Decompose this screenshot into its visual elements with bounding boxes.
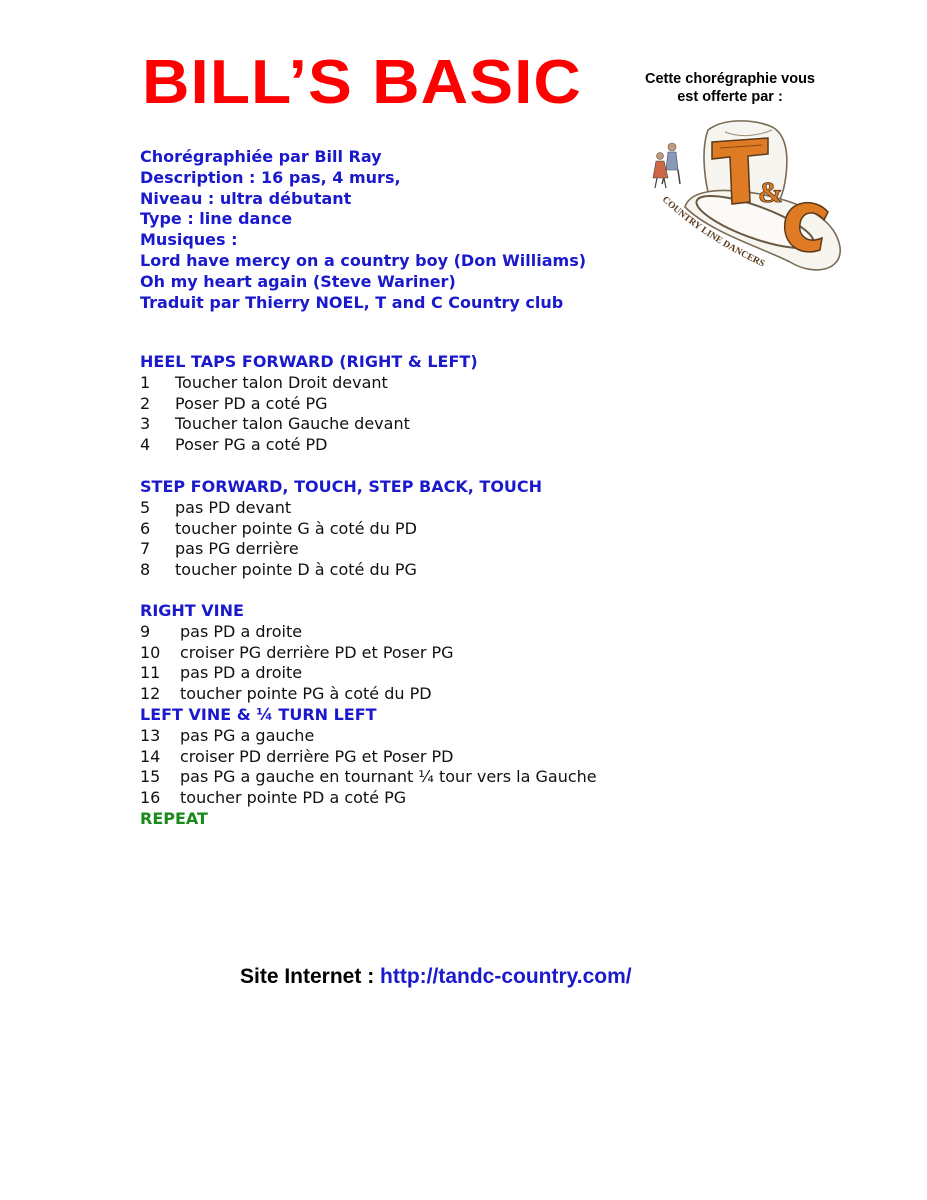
offer-line-1: Cette chorégraphie vous [644,71,815,87]
step-row [140,519,542,540]
website-line [240,965,632,989]
website-label: Site Internet : [240,965,381,988]
repeat-label: REPEAT [140,808,208,828]
section-title: HEEL TAPS FORWARD (RIGHT & LEFT) [140,352,478,371]
section-title: LEFT VINE & ¼ TURN LEFT [140,705,377,724]
logo-ribbon-text: COUNTRY LINE DANCERS [659,194,766,270]
offer-line-2: est offerte par : [677,89,783,105]
step-text: pas PG a gauche en tournant ¼ tour vers la Gauche [180,767,597,787]
step-number: 6 [140,518,151,538]
section-heel-taps [140,352,478,456]
step-row [140,663,454,684]
step-number: 12 [140,684,161,704]
step-text: Poser PD a coté PG [175,393,328,413]
step-text: toucher pointe D à coté du PG [175,560,417,580]
step-text: Poser PG a coté PD [175,435,328,455]
step-row [140,726,597,747]
step-number: 1 [140,372,151,392]
section-right-vine [140,601,454,705]
step-number: 11 [140,663,161,683]
step-row [140,539,542,560]
step-number: 3 [140,414,151,434]
step-text: toucher pointe PD a coté PG [180,788,407,808]
step-text: croiser PG derrière PD et Poser PG [180,642,454,662]
step-number: 5 [140,497,151,517]
step-number: 13 [140,725,161,745]
website-link[interactable]: http://tandc-country.com/ [380,965,632,988]
step-row [140,684,454,705]
step-text: pas PG derrière [175,539,299,559]
dance-info [140,147,586,313]
step-row [140,373,478,394]
step-row [140,498,542,519]
step-text: Toucher talon Gauche devant [175,414,410,434]
step-text: pas PD a droite [180,663,303,683]
info-choreographer: Chorégraphiée par Bill Ray [140,147,382,166]
step-row [140,435,478,456]
step-number: 4 [140,435,151,455]
info-music-heading: Musiques : [140,230,238,250]
step-number: 7 [140,539,151,559]
step-row [140,788,597,809]
svg-text:&: & [758,176,783,209]
step-text: pas PG a gauche [180,725,315,745]
info-type: Type : line dance [140,209,293,229]
step-number: 16 [140,788,161,808]
step-number: 14 [140,746,161,766]
step-row [140,767,597,788]
info-music-1: Lord have mercy on a country boy (Don Williams) [140,250,587,270]
step-number: 8 [140,560,151,580]
page-title: BILL’S BASIC [142,48,582,117]
step-number: 10 [140,642,161,662]
info-music-2: Oh my heart again (Steve Wariner) [140,271,456,291]
step-text: Toucher talon Droit devant [175,372,388,392]
step-row [140,414,478,435]
offer-note [620,70,840,106]
step-row [140,643,454,664]
section-step-touch [140,477,542,581]
step-text: toucher pointe G à coté du PD [175,518,417,538]
step-number: 2 [140,393,151,413]
step-row [140,747,597,768]
step-text: pas PD a droite [180,621,303,641]
step-row [140,394,478,415]
club-logo [650,112,845,282]
info-description: Description : 16 pas, 4 murs, [140,167,401,187]
section-left-vine [140,705,597,830]
section-title: RIGHT VINE [140,601,244,620]
section-title: STEP FORWARD, TOUCH, STEP BACK, TOUCH [140,477,543,496]
step-row [140,560,542,581]
info-translator: Traduit par Thierry NOEL, T and C Country club [140,292,564,312]
step-row [140,622,454,643]
step-text: croiser PD derrière PG et Poser PD [180,746,454,766]
step-number: 15 [140,767,161,787]
step-text: toucher pointe PG à coté du PD [180,684,432,704]
info-level: Niveau : ultra débutant [140,188,352,208]
step-text: pas PD devant [175,497,292,517]
step-number: 9 [140,621,151,641]
